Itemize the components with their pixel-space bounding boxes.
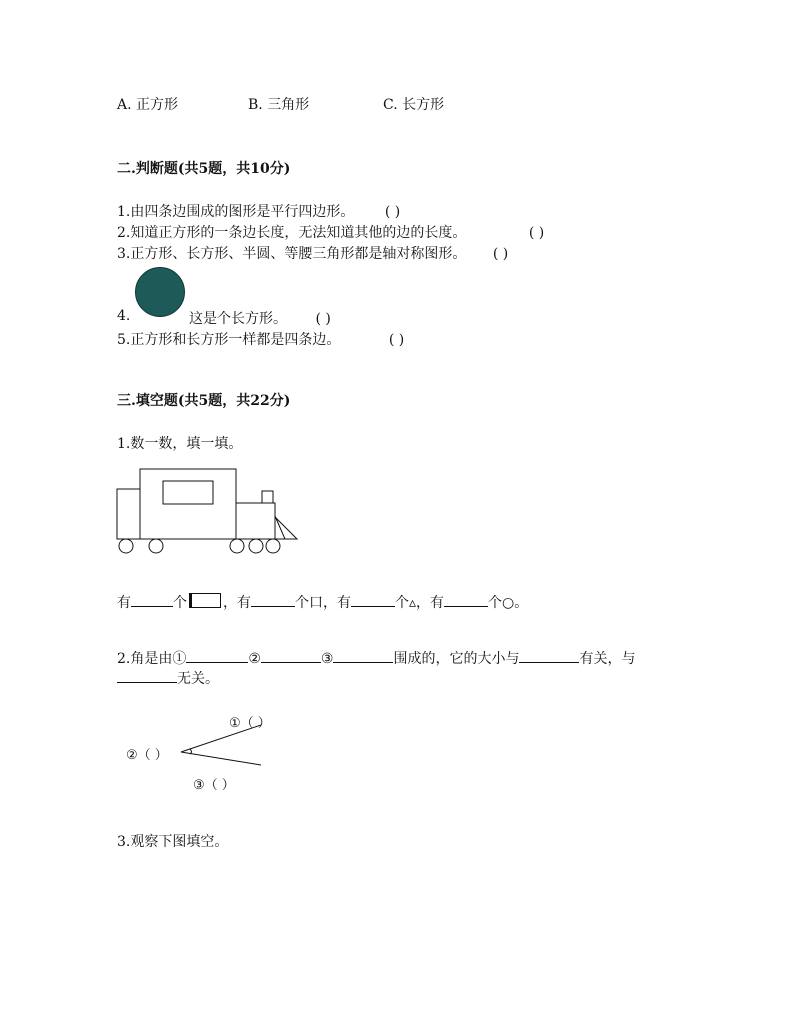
section-3-title: 三.填空题(共5题，共22分) [117,393,291,409]
judge-q5-text: 5.正方形和长方形一样都是四条边。 [117,332,341,348]
judge-q5 [117,329,404,349]
fill-q2-line1 [117,648,635,668]
angle-arc [190,749,192,754]
q2-blank-5[interactable] [117,668,177,683]
judge-q1 [117,201,400,221]
section-2-title: 二.判断题(共5题，共10分) [117,161,291,177]
teal-circle-figure [135,267,185,317]
q2-circle-2: ② [248,651,261,667]
train-rear-rect [117,489,140,539]
judge-q2-text: 2.知道正方形的一条边长度，无法知道其他的边的长度。 [117,225,467,241]
q2-start: 2.角是由① [117,651,187,667]
q2-blank-3[interactable] [333,648,393,663]
train-wheel [266,539,280,553]
train-front-triangle [275,516,285,539]
train-window-rect [163,481,213,504]
judge-q4 [189,308,331,328]
judge-q3 [117,243,508,263]
fill-ge-1: 个 [173,595,187,611]
judge-q4-paren: ( ) [315,311,331,327]
fill-you-1: 有 [117,595,131,611]
angle-label-2: ②（ ） [126,748,168,763]
train-wheel [230,539,244,553]
angle-side-lower [181,752,261,765]
fill-ge-4: 个○。 [488,595,529,611]
q2-blank-2[interactable] [261,648,321,663]
train-wheel [119,539,133,553]
q2-end-2: 无关。 [177,671,219,687]
judge-q2 [117,222,544,242]
q2-circle-3: ③ [320,651,334,667]
fill-blank-3[interactable] [351,592,395,607]
q2-end-1: 有关，与 [579,651,636,667]
judge-q3-paren: ( ) [492,246,509,262]
q2-blank-4[interactable] [519,648,579,663]
train-figure [110,462,310,562]
train-wheel [249,539,263,553]
judge-q4-text: 这是个长方形。 [189,311,287,327]
option-a: A. 正方形 [117,97,179,113]
fill-blank-1[interactable] [131,592,173,607]
judge-q3-text: 3.正方形、长方形、半圆、等腰三角形都是轴对称图形。 [117,246,467,262]
q2-mid: 围成的，它的大小与 [393,651,520,667]
train-wheel [149,539,163,553]
fill-ge-3: 个▵，有 [395,595,445,611]
angle-label-3: ③（ ） [193,778,235,793]
fill-line-shapes [117,592,528,612]
train-front-rect [236,503,275,539]
rectangle-icon [189,593,221,608]
judge-q1-text: 1.由四条边围成的图形是平行四边形。 [117,204,355,220]
train-chimney-rect [262,491,273,503]
option-c: C. 长方形 [383,97,445,113]
judge-q1-paren: ( ) [384,204,401,220]
judge-q2-paren: ( ) [528,225,545,241]
fill-ge-2: 个口，有 [295,595,351,611]
fill-q1: 1.数一数，填一填。 [117,436,243,452]
angle-label-1: ①（ ） [229,716,271,731]
judge-q5-paren: ( ) [388,332,405,348]
train-cowcatcher-triangle [275,517,297,539]
fill-blank-4[interactable] [444,592,488,607]
q2-blank-1[interactable] [186,648,248,663]
fill-q3: 3.观察下图填空。 [117,834,229,850]
fill-comma-you: ，有 [223,595,251,611]
fill-blank-2[interactable] [251,592,295,607]
judge-q4-num: 4. [117,308,131,324]
option-b: B. 三角形 [248,97,310,113]
fill-q2-line2 [117,668,219,688]
